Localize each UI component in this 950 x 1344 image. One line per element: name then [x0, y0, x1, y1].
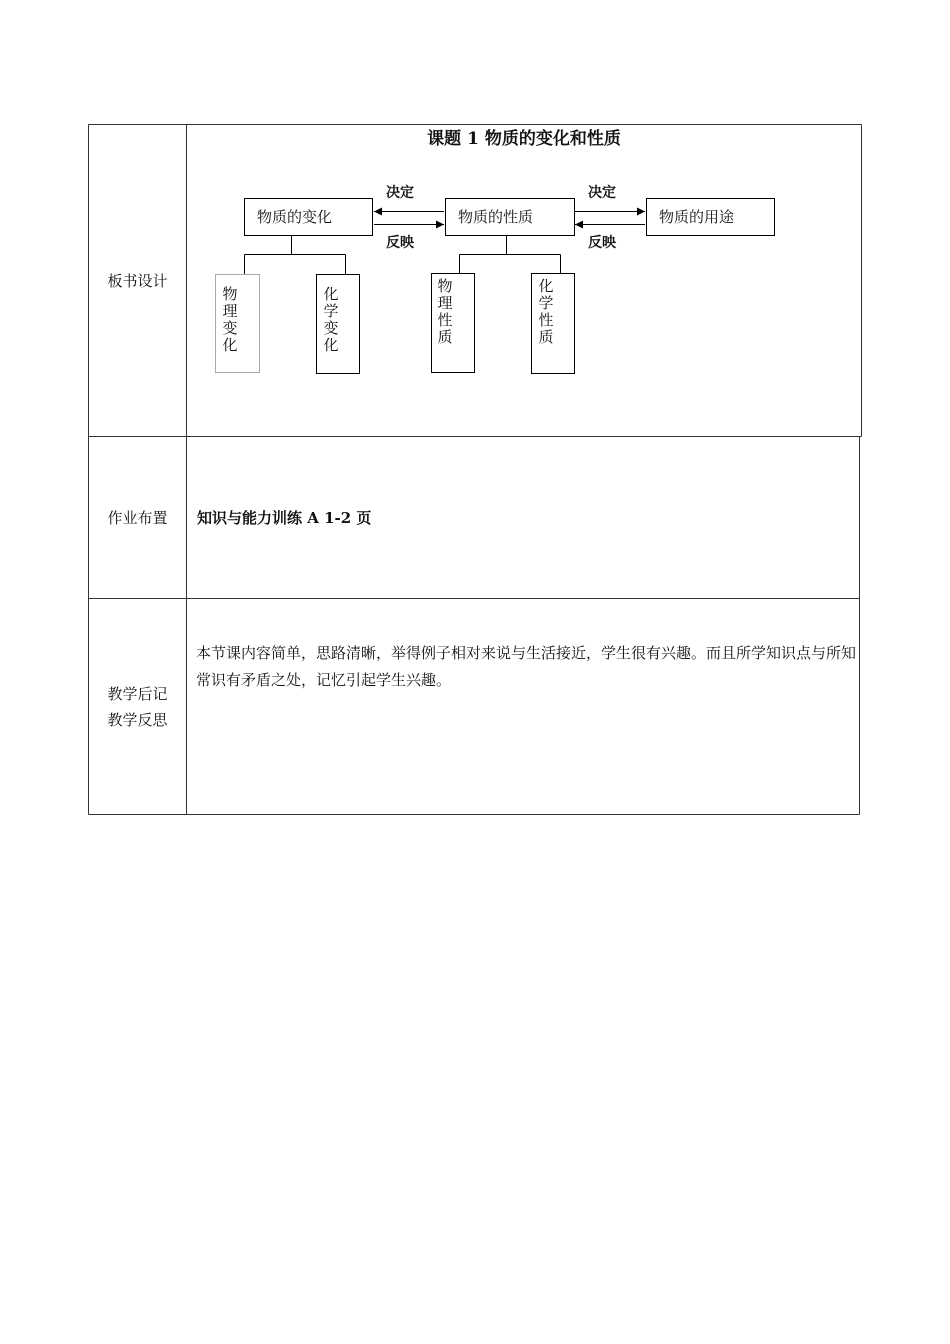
reflection-label-1: 教学后记 [107, 685, 168, 703]
reflection-text: 本节课内容简单，思路清晰，举得例子相对来说与生活接近，学生很有兴趣。而且所学知识点与所知常识有矛盾之处，记忆引起学生兴趣。 [196, 644, 857, 689]
board-title: 课题 1 物质的变化和性质 [427, 129, 621, 149]
homework-text: 知识与能力训练 A 1-2 页 [197, 509, 372, 527]
sub-physical-change: 物理变化 [222, 285, 238, 354]
relation-determines-right: 决定 [588, 185, 616, 201]
sub-chemical-property: 化学性质 [538, 277, 554, 346]
relation-reflects-left: 反映 [386, 235, 414, 251]
box-property: 物质的性质 [458, 208, 534, 226]
homework-label: 作业布置 [107, 509, 168, 527]
sub-physical-property: 物理性质 [437, 277, 453, 346]
reflection-label-2: 教学反思 [107, 711, 168, 729]
board-design-label: 板书设计 [107, 272, 168, 290]
relation-reflects-right: 反映 [588, 235, 616, 251]
sub-chemical-change: 化学变化 [323, 285, 339, 354]
relation-determines-left: 决定 [386, 185, 414, 201]
box-use: 物质的用途 [659, 208, 735, 226]
box-change: 物质的变化 [257, 208, 333, 226]
